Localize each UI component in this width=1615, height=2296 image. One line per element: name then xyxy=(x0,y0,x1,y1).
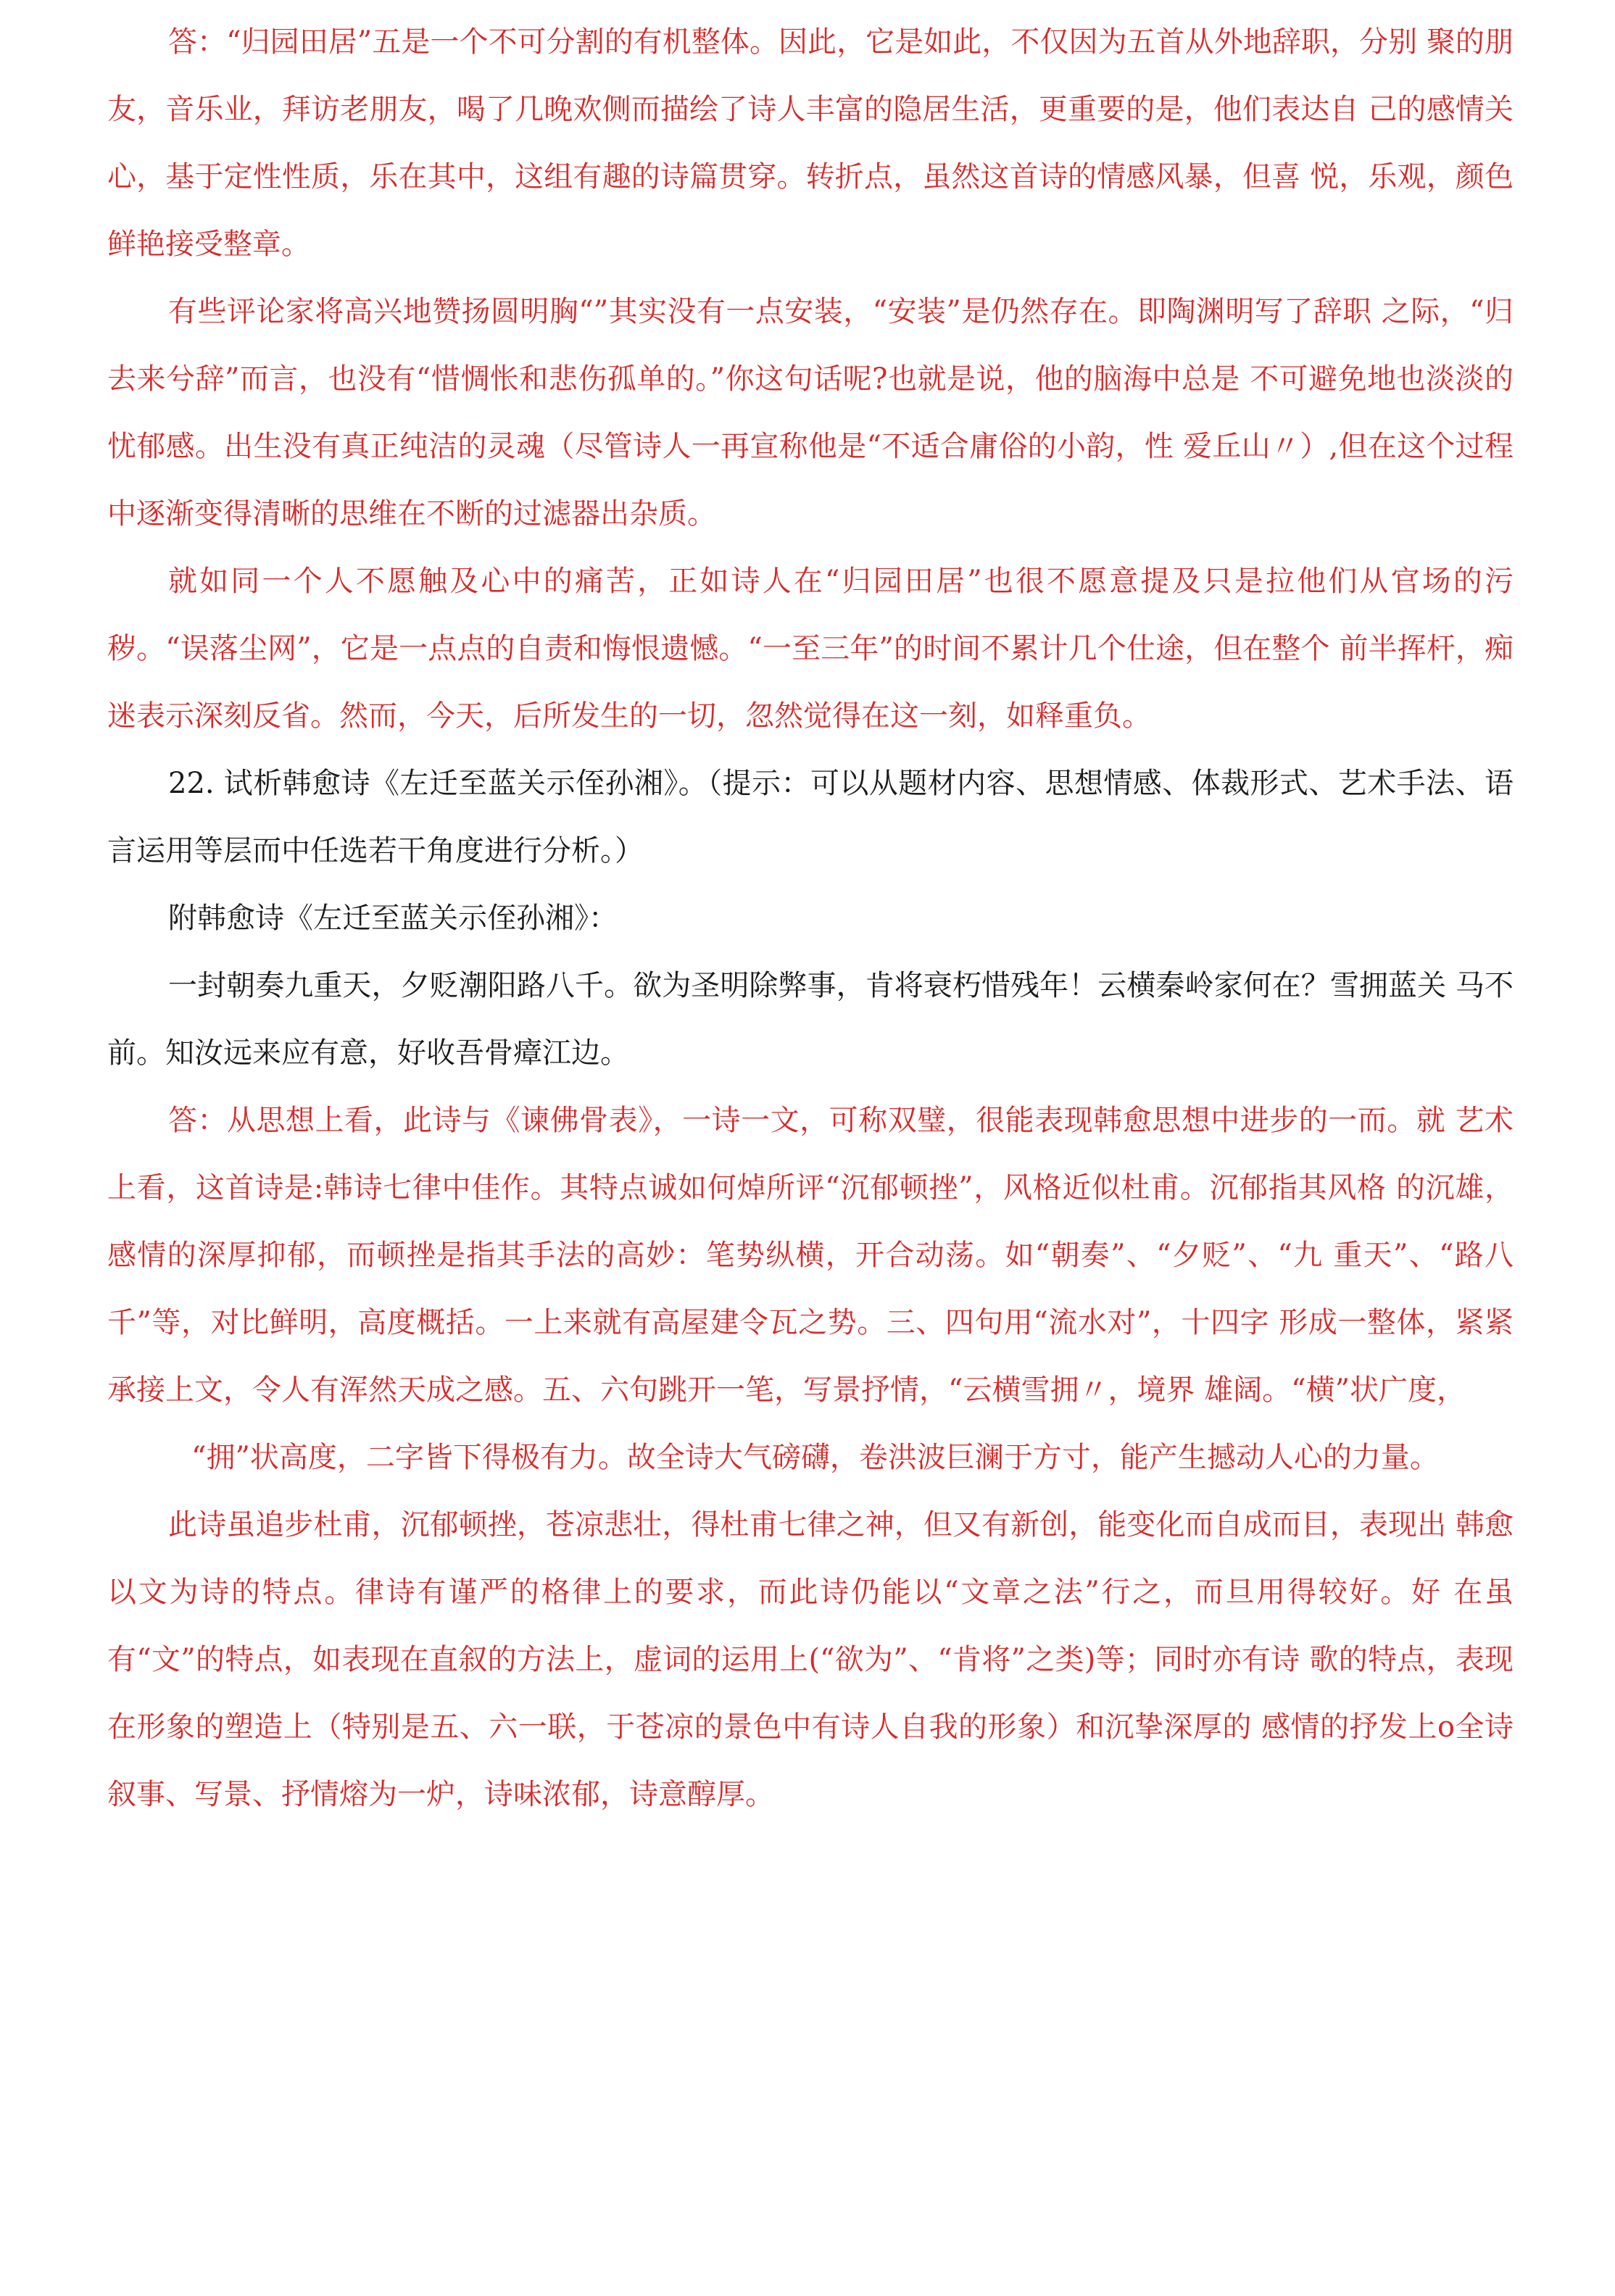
answer-paragraph-huiyuan-tianju-overview: 答：“归园田居”五是一个不可分割的有机整体。因此，它是如此，不仅因为五首从外地辞职，分别 聚的朋友，音乐业，拜访老朋友，喝了几晚欢侧而描绘了诗人丰富的隐居生活，更重要的是，他们表达自 己的感情关心，基于定性性质，乐在其中，这组有趣的诗篇贯穿。转折点，虽然这首诗的情感风暴，但喜 悦，乐观，颜色鲜艳接受整章。 xyxy=(107,25,1514,261)
question-22-prompt: 22. 试析韩愈诗《左迁至蓝关示侄孙湘》。（提示：可以从题材内容、思想情感、体裁形式、艺术手法、语言运用等层而中任选若干角度进行分析。） xyxy=(107,767,1514,868)
answer-paragraph-han-yu-analysis: 答：从思想上看，此诗与《谏佛骨表》，一诗一文，可称双璧，很能表现韩愈思想中进步的一而。就 艺术上看，这首诗是:韩诗七律中佳作。其特点诚如何焯所评“沉郁顿挫”，风格近似杜甫。沉郁指其风格 的沉雄，感情的深厚抑郁，而顿挫是指其手法的高妙：笔势纵横，开合动荡。如“朝奏”、“夕贬”、“九 重天”、“路八千”等，对比鲜明，高度概括。一上来就有高屋建令瓦之势。三、四句用“流水对”，十四字 形成一整体，紧紧承接上文，令人有浑然天成之感。五、六句跳开一笔，写景抒情，“云横雪拥〃，境界 雄阔。“横”状广度， xyxy=(107,1104,1514,1407)
answer-paragraph-conclusion: 此诗虽追步杜甫，沉郁顿挫，苍凉悲壮，得杜甫七律之神，但又有新创，能变化而自成而目，表现出 韩愈以文为诗的特点。律诗有谨严的格律上的要求，而此诗仍能以“文章之法”行之，而旦用得较好。好 在虽有“文”的特点，如表现在直叙的方法上，虚词的运用上(“欲为”、“肯将”之类)等；同时亦有诗 歌的特点，表现在形象的塑造上（特别是五、六一联，于苍凉的景色中有诗人自我的形象）和沉挚深厚的 感情的抒发上o全诗叙事、写景、抒情熔为一炉，诗味浓郁，诗意醇厚。 xyxy=(107,1508,1514,1811)
answer-paragraph-continuation: “拥”状高度，二字皆下得极有力。故全诗大气磅礴，卷洪波巨澜于方寸，能产生撼动人心的力量。 xyxy=(191,1441,1439,1474)
poem-title-heading: 附韩愈诗《左迁至蓝关示侄孙湘》： xyxy=(168,902,618,935)
poem-text: 一封朝奏九重天，夕贬潮阳路八千。欲为圣明除弊事，肯将衰朽惜残年！云横秦岭家何在？雪拥蓝关 马不前。知汝远来应有意，好收吾骨瘴江边。 xyxy=(107,969,1514,1070)
document-body xyxy=(107,9,1514,1829)
answer-paragraph-critics-comment: 有些评论家将高兴地赞扬圆明胸“”其实没有一点安装，“安装”是仍然存在。即陶渊明写了辞职 之际，“归去来兮辞”而言，也没有“惜惆怅和悲伤孤单的。”你这句话呢?也就是说，他的脑海中总是 不可避免地也淡淡的忧郁感。出生没有真正纯洁的灵魂（尽管诗人一再宣称他是“不适合庸俗的小韵，性 爱丘山〃）,但在这个过程中逐渐变得清晰的思维在不断的过滤器出杂质。 xyxy=(107,295,1514,531)
answer-paragraph-poet-reflection: 就如同一个人不愿触及心中的痛苦，正如诗人在“归园田居”也很不愿意提及只是拉他们从官场的污 秽。“误落尘网”，它是一点点的自责和悔恨遗憾。“一至三年”的时间不累计几个仕途，但在整个 前半挥杆，痴迷表示深刻反省。然而，今天，后所发生的一切，忽然觉得在这一刻，如释重负。 xyxy=(107,565,1514,733)
